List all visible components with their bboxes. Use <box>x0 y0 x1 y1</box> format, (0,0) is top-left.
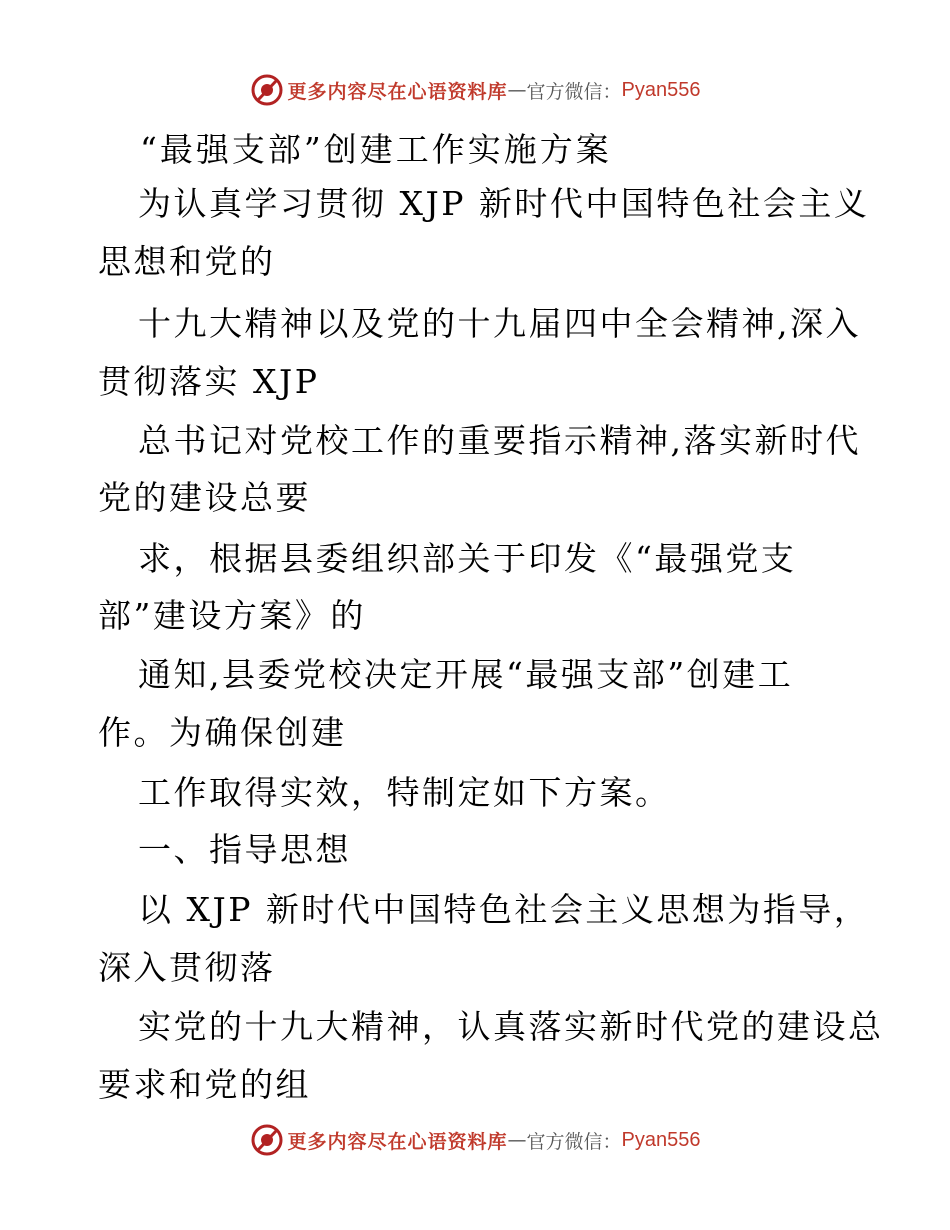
body-line: 总书记对党校工作的重要指示精神,落实新时代 <box>138 421 861 460</box>
body-line: 要求和党的组 <box>98 1065 311 1104</box>
watermark-text: 更多内容尽在心语资料库 <box>287 1130 508 1153</box>
watermark-wechat-label: 官方微信： <box>526 1130 622 1153</box>
watermark-wechat-label: 官方微信： <box>526 80 622 103</box>
body-line: 实党的十九大精神，认真落实新时代党的建设总 <box>138 1007 884 1046</box>
body-line: 通知,县委党校决定开展“最强支部”创建工 <box>138 655 794 694</box>
body-line: 贯彻落实 XJP <box>98 362 320 401</box>
watermark-wechat-id: Pyan556 <box>621 1128 701 1151</box>
body-line: 求，根据县委组织部关于印发《“最强党支 <box>138 539 797 578</box>
body-line: 部”建设方案》的 <box>98 596 366 635</box>
section-heading: 一、指导思想 <box>138 830 351 869</box>
body-line: 思想和党的 <box>98 242 276 281</box>
watermark-banner-bottom <box>0 1120 950 1160</box>
watermark-dash: — <box>507 1129 527 1151</box>
body-line: 为认真学习贯彻 XJP 新时代中国特色社会主义 <box>138 184 870 223</box>
body-line: 工作取得实效，特制定如下方案。 <box>138 773 671 812</box>
body-line: 深入贯彻落 <box>98 948 276 987</box>
document-title: “最强支部”创建工作实施方案 <box>140 130 612 169</box>
body-line: 十九大精神以及党的十九届四中全会精神,深入 <box>138 304 861 343</box>
body-line: 以 XJP 新时代中国特色社会主义思想为指导， <box>138 890 870 929</box>
logo-icon <box>250 1123 284 1157</box>
watermark-banner-top <box>0 70 950 110</box>
watermark-wechat-id: Pyan556 <box>621 78 701 101</box>
watermark-dash: — <box>507 79 527 101</box>
logo-icon <box>250 73 284 107</box>
body-line: 党的建设总要 <box>98 478 311 517</box>
watermark-text: 更多内容尽在心语资料库 <box>287 80 508 103</box>
body-line: 作。为确保创建 <box>98 713 347 752</box>
